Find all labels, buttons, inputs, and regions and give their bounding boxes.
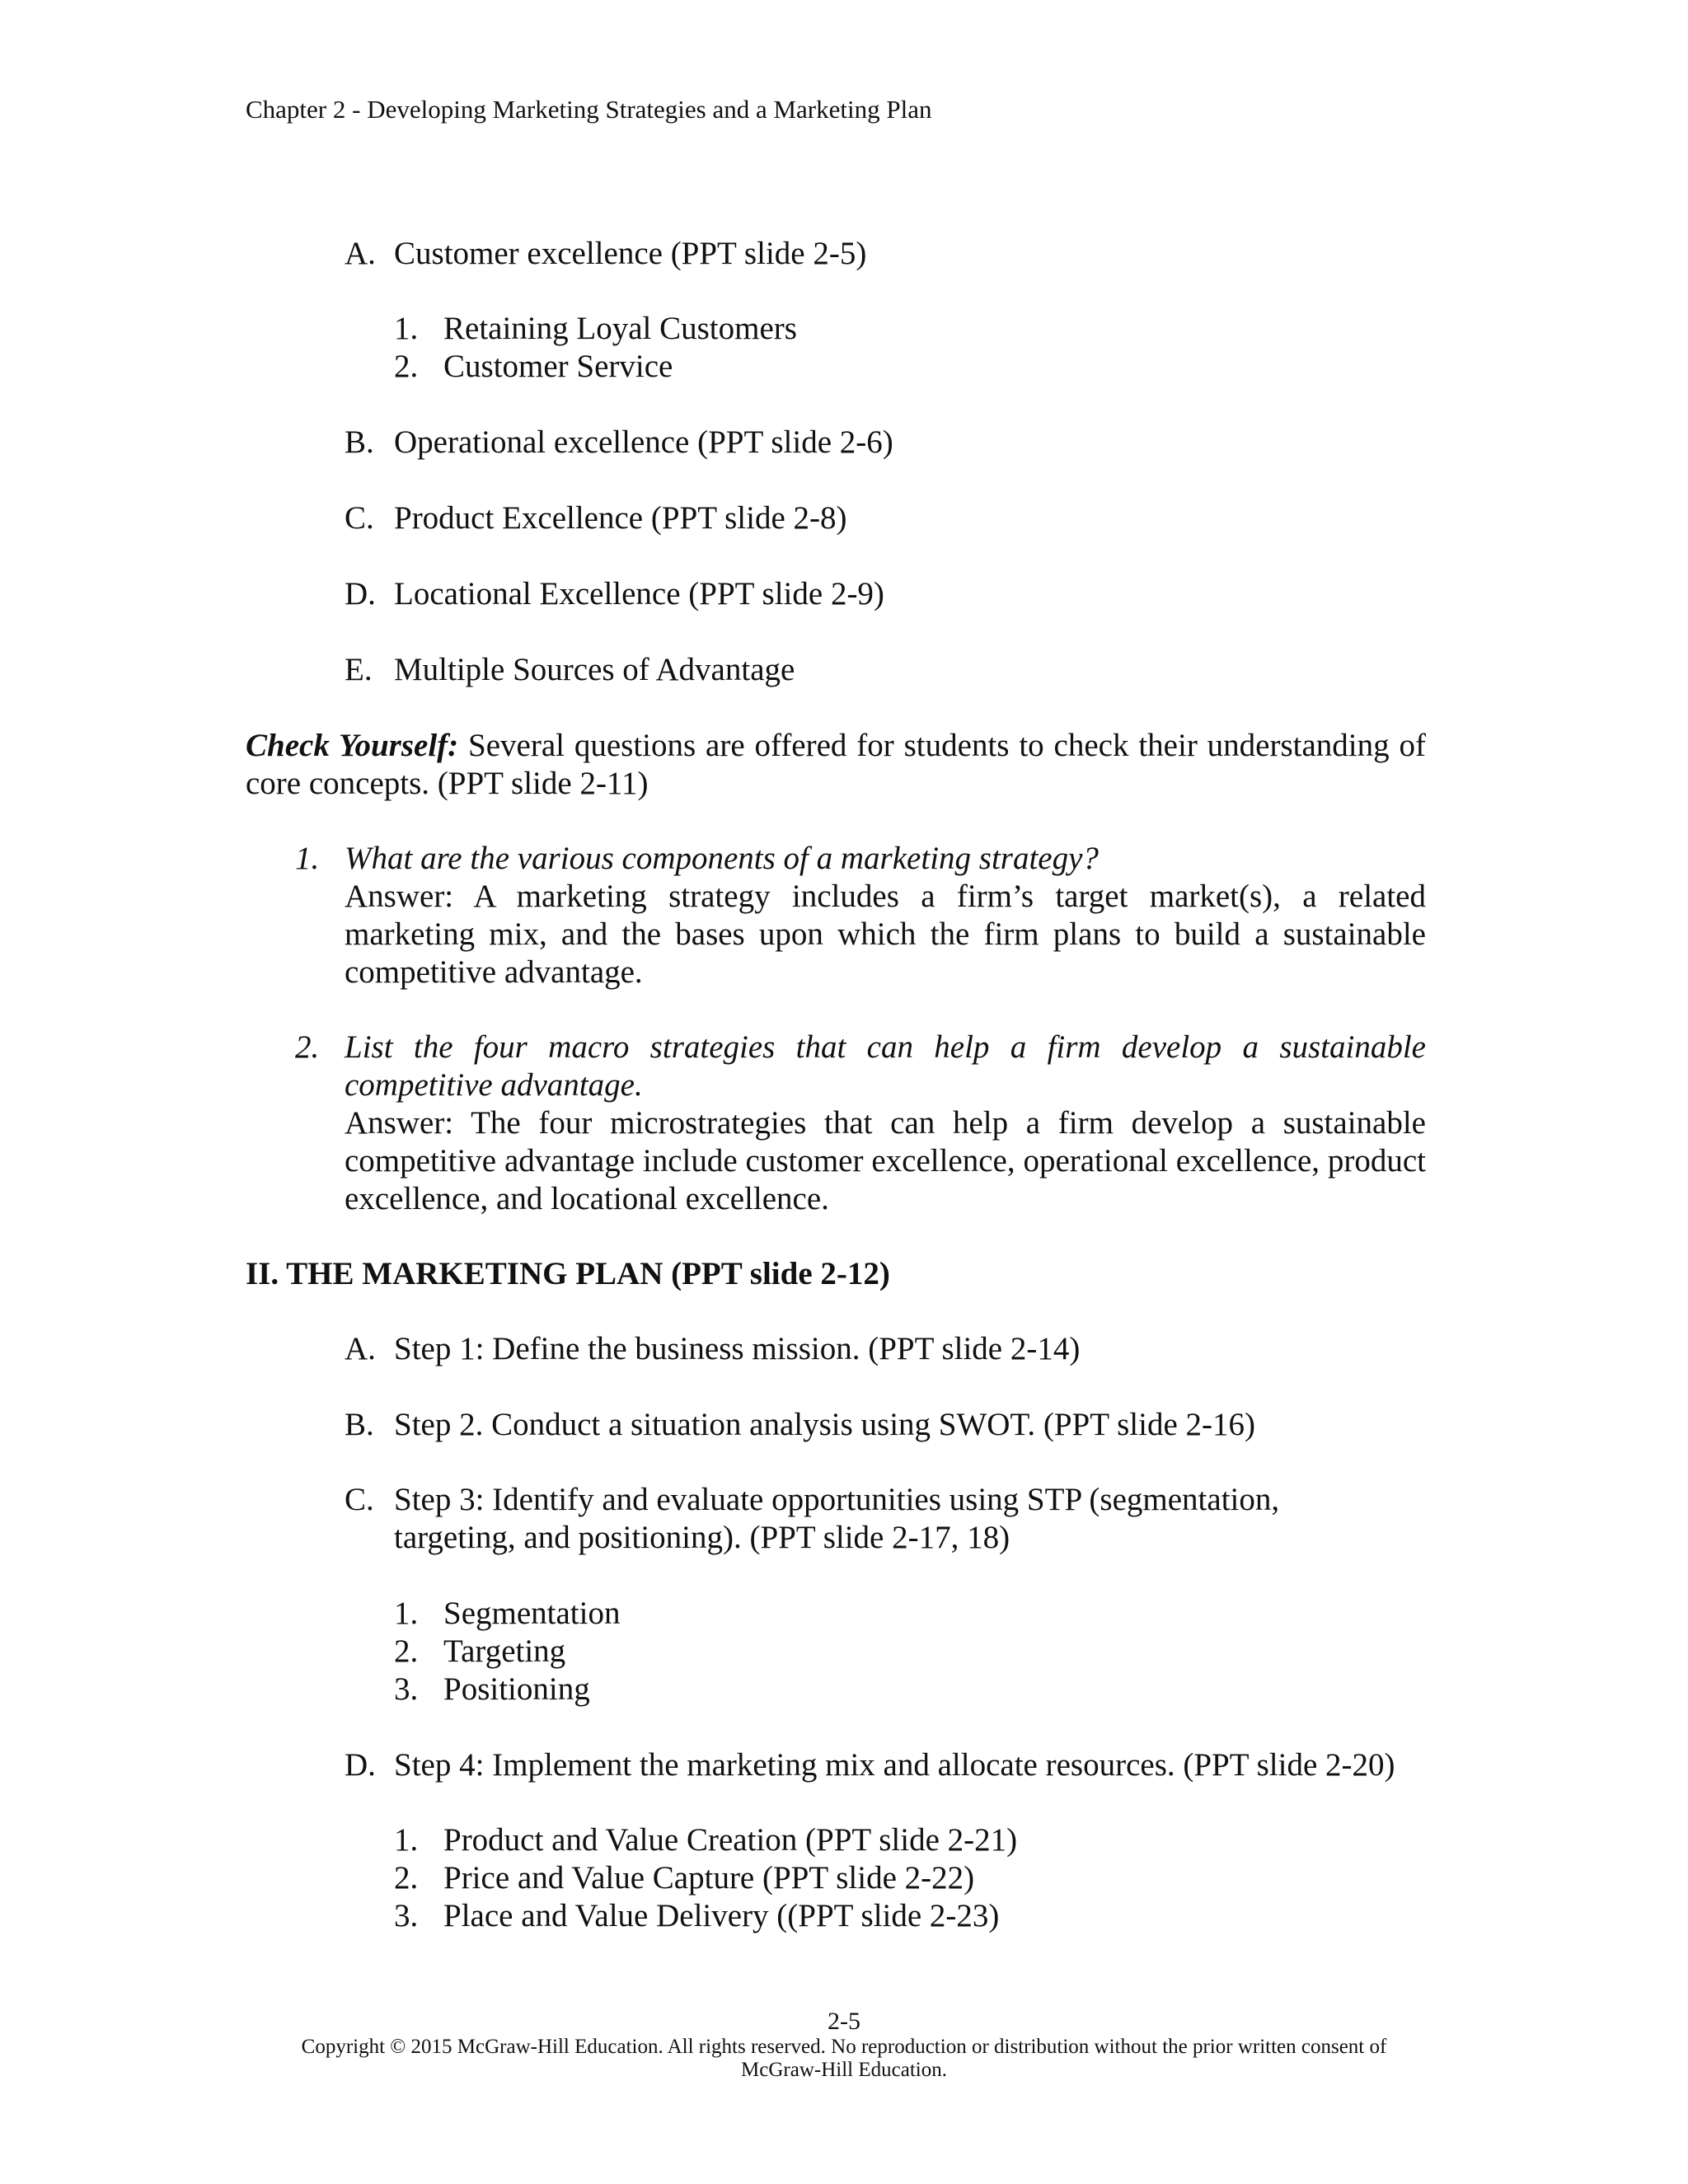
outline-label: D. (345, 1747, 376, 1783)
outline-label: A. (345, 1331, 376, 1366)
sub-item (394, 1633, 565, 1671)
question-text: What are the various components of a marketing strategy? (345, 841, 1099, 876)
sub-text: Positioning (443, 1671, 590, 1707)
sub-text: Customer Service (443, 349, 673, 384)
sub-number: 1. (394, 1822, 419, 1858)
plan-step-c-continuation: targeting, and positioning). (PPT slide 2-17, 18) (394, 1520, 1010, 1555)
outline-label: A. (345, 236, 376, 271)
copyright-line: McGraw-Hill Education. (741, 2059, 947, 2081)
outline-label: C. (345, 500, 374, 536)
plan-step-c (345, 1481, 1279, 1519)
outline-label: C. (345, 1482, 374, 1517)
outline-item-e (345, 651, 795, 689)
outline-item-c (345, 499, 847, 537)
outline-label: D. (345, 576, 376, 612)
sub-number: 1. (394, 1596, 419, 1631)
sub-number: 2. (394, 1633, 419, 1669)
sub-text: Place and Value Delivery ((PPT slide 2-23) (443, 1898, 1000, 1933)
sub-text: Product and Value Creation (PPT slide 2-21) (443, 1822, 1018, 1858)
outline-text: Operational excellence (PPT slide 2-6) (394, 424, 893, 460)
sub-item (394, 348, 673, 386)
sub-item (394, 1671, 590, 1708)
plan-step-a (345, 1330, 1080, 1368)
answer-text: Answer: A marketing strategy includes a firm’s target market(s), a related marketing mix, and the bases upon which the firm plans to build a sustainable competitive advantage. (345, 879, 1426, 990)
outline-label: B. (345, 424, 374, 460)
sub-number: 3. (394, 1671, 419, 1707)
sub-item (394, 1859, 974, 1897)
outline-item-b (345, 424, 893, 462)
section-heading: II. THE MARKETING PLAN (PPT slide 2-12) (246, 1256, 890, 1291)
sub-number: 1. (394, 311, 419, 346)
sub-number: 2. (394, 349, 419, 384)
outline-text: Customer excellence (PPT slide 2-5) (394, 236, 867, 271)
outline-item-a (345, 235, 866, 273)
plan-step-d (345, 1746, 1395, 1784)
answer-text: Answer: The four microstrategies that can help a firm develop a sustainable competitive advantage include customer excellence, operational excellence, product excellence, and locational excellence. (345, 1105, 1426, 1216)
question-block (345, 1029, 1426, 1218)
sub-item (394, 1821, 1017, 1859)
outline-label: E. (345, 652, 373, 687)
outline-text: Step 1: Define the business mission. (PPT slide 2-14) (394, 1331, 1081, 1366)
page-number: 2-5 (828, 2008, 860, 2035)
copyright-line: Copyright © 2015 McGraw-Hill Education. All rights reserved. No reproduction or distribution without the prior written consent of (301, 2036, 1387, 2058)
outline-text: Step 3: Identify and evaluate opportunities using STP (segmentation, (394, 1482, 1280, 1517)
sub-text: Targeting (443, 1633, 566, 1669)
sub-text: Price and Value Capture (PPT slide 2-22) (443, 1860, 975, 1896)
check-yourself-title: Check Yourself: (246, 728, 459, 763)
sub-item (394, 1897, 999, 1935)
sub-number: 2. (394, 1860, 419, 1896)
sub-text: Segmentation (443, 1596, 621, 1631)
check-yourself-text: Several questions are offered for students to check their understanding of core concepts. (PPT slide 2-11) (246, 728, 1426, 801)
page-header: Chapter 2 - Developing Marketing Strategies and a Marketing Plan (246, 95, 932, 124)
outline-label: B. (345, 1407, 374, 1442)
sub-text: Retaining Loyal Customers (443, 311, 797, 346)
question-number: 1. (295, 841, 320, 876)
outline-text: Locational Excellence (PPT slide 2-9) (394, 576, 884, 612)
question-number: 2. (295, 1029, 320, 1065)
outline-item-d (345, 575, 884, 613)
check-yourself-paragraph (246, 727, 1426, 803)
outline-text: Product Excellence (PPT slide 2-8) (394, 500, 847, 536)
plan-step-b (345, 1406, 1255, 1444)
outline-text: Step 2. Conduct a situation analysis using SWOT. (PPT slide 2-16) (394, 1407, 1256, 1442)
sub-number: 3. (394, 1898, 419, 1933)
outline-text: Step 4: Implement the marketing mix and allocate resources. (PPT slide 2-20) (394, 1747, 1395, 1783)
sub-item (394, 310, 797, 348)
question-text: List the four macro strategies that can help a firm develop a sustainable competitive advantage. (345, 1029, 1426, 1103)
question-block (345, 840, 1426, 991)
sub-item (394, 1595, 620, 1633)
outline-text: Multiple Sources of Advantage (394, 652, 795, 687)
